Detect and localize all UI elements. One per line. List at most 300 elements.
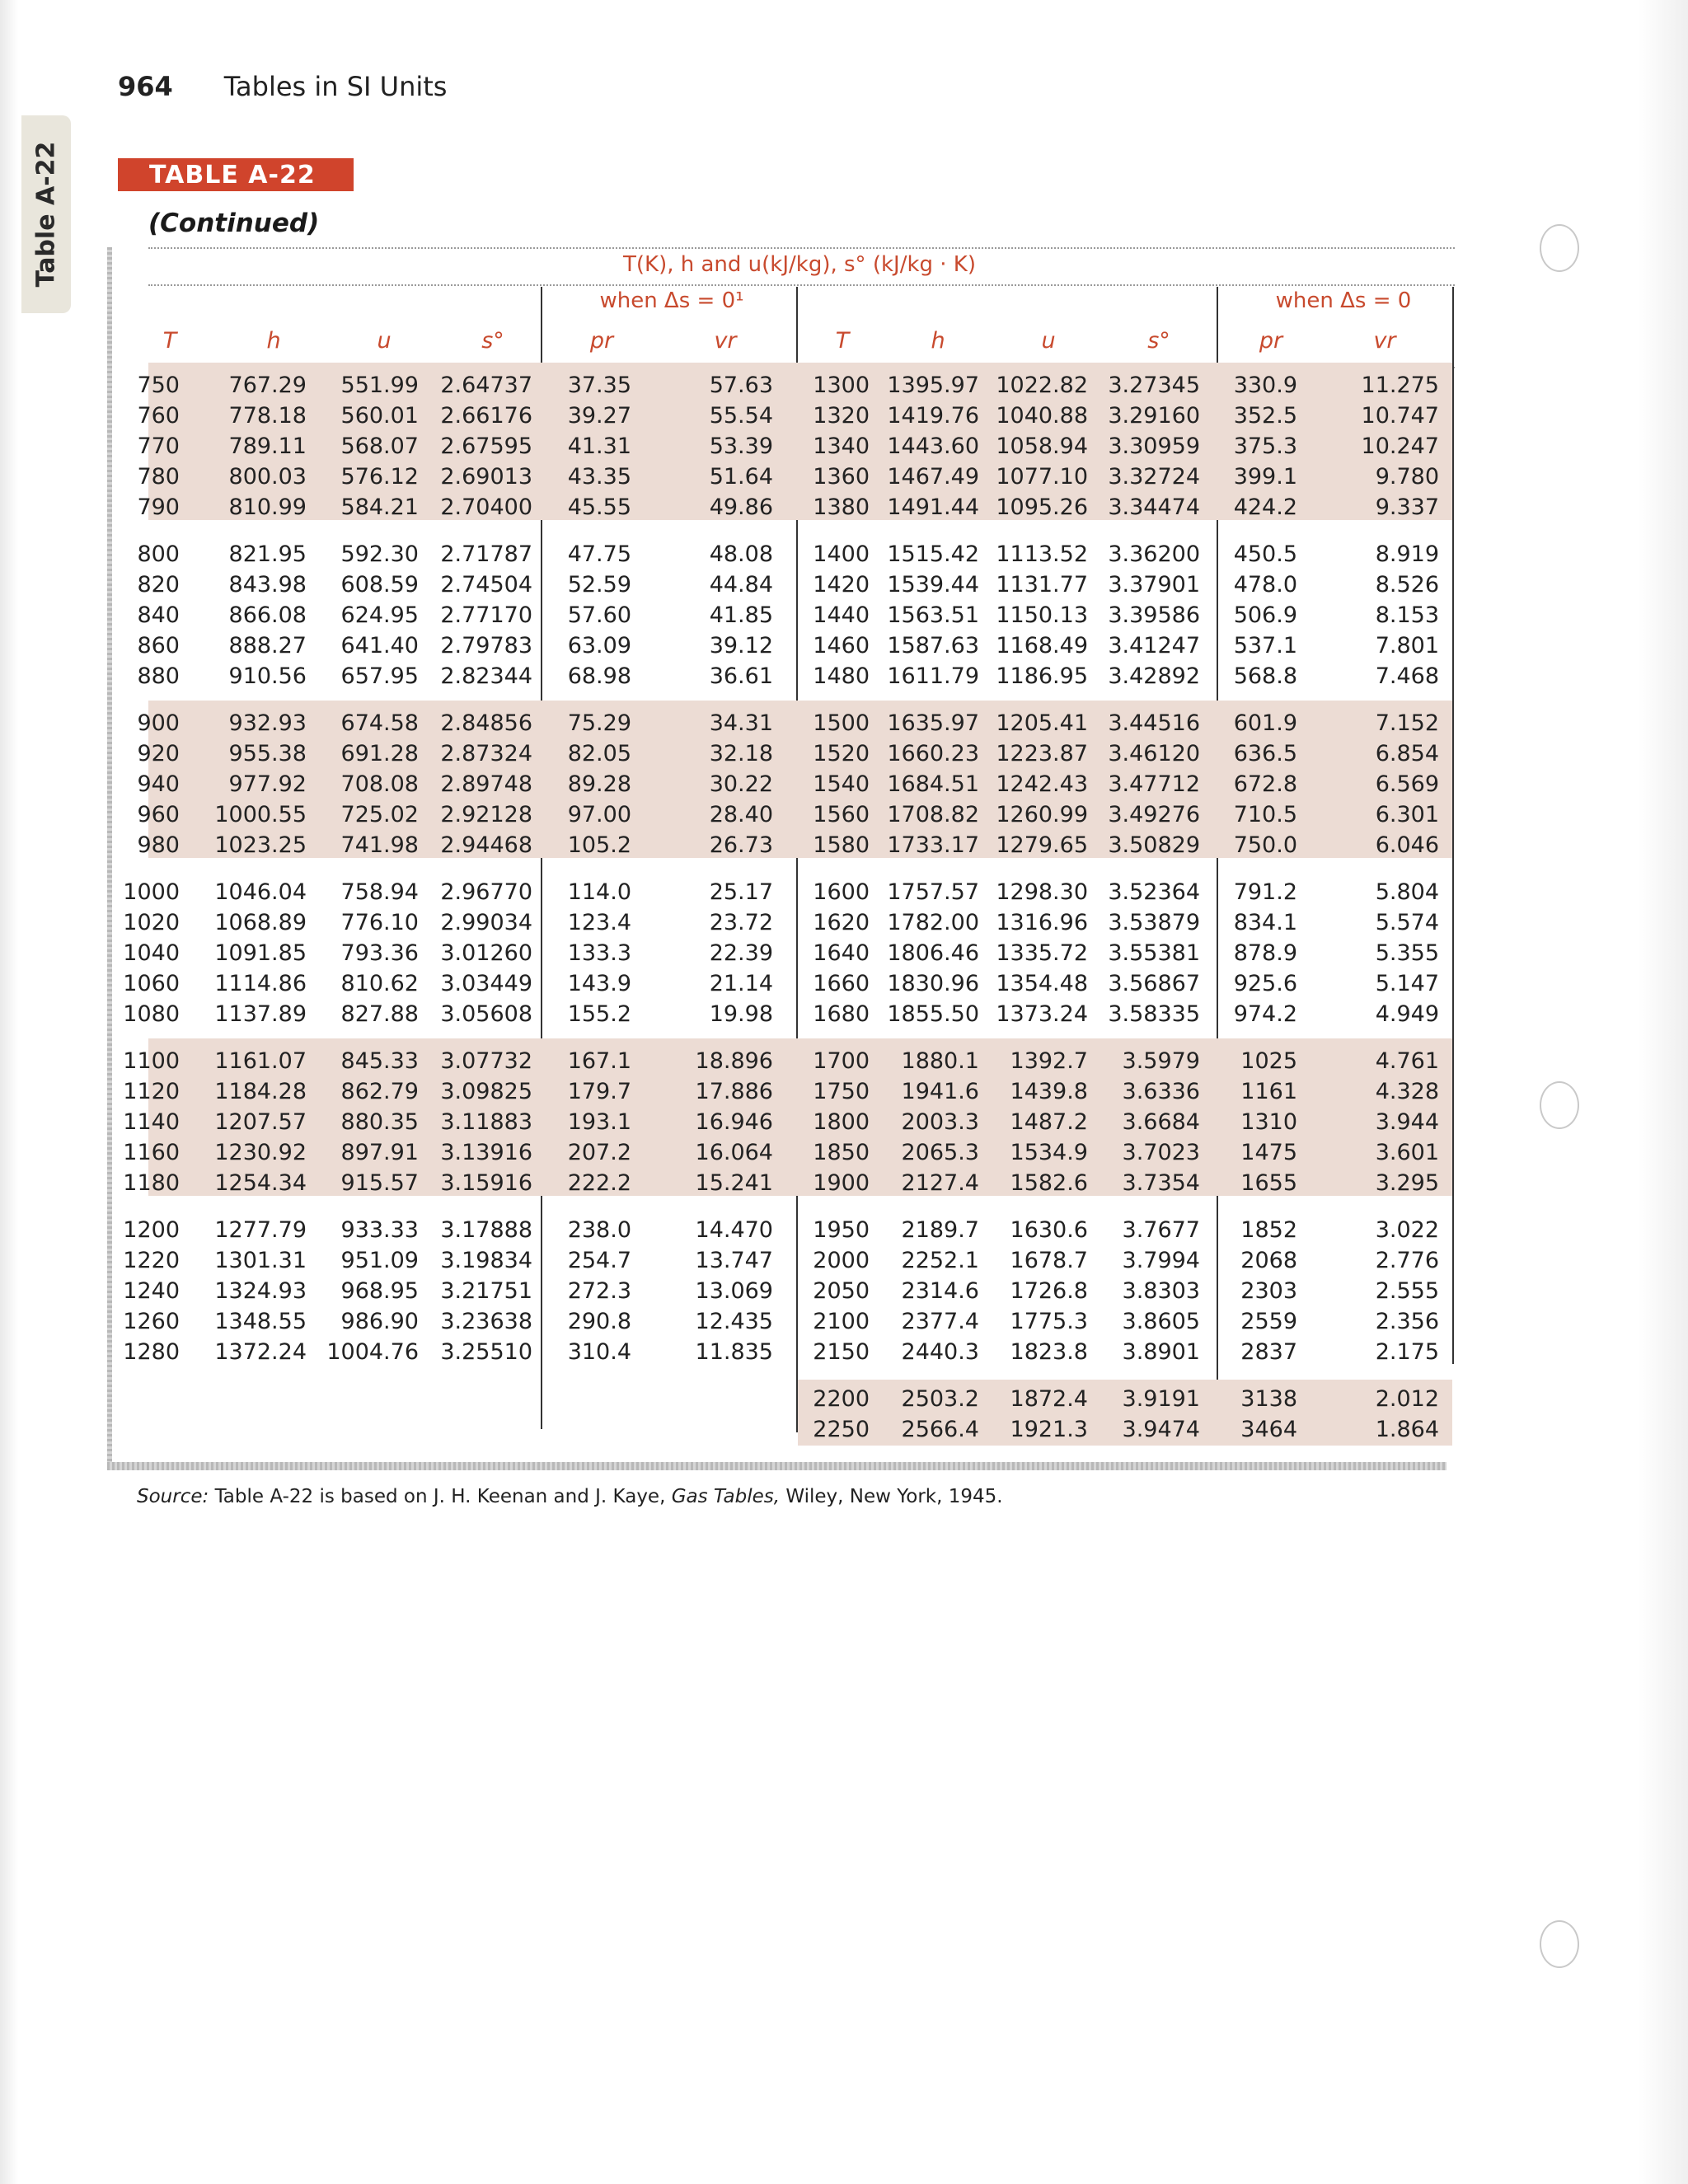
table-cell: 1240 — [123, 1278, 180, 1304]
table-cell: 1301.31 — [214, 1248, 307, 1273]
table-cell: 758.94 — [340, 879, 419, 905]
table-cell: 3.7677 — [1122, 1217, 1200, 1243]
table-cell: 23.72 — [709, 910, 773, 935]
table-cell: 3.6684 — [1122, 1109, 1200, 1135]
table-cell: 1655 — [1240, 1170, 1297, 1196]
table-cell: 399.1 — [1233, 464, 1297, 490]
table-cell: 3.9474 — [1122, 1417, 1200, 1442]
table-cell: 45.55 — [567, 494, 631, 520]
table-cell: 37.35 — [567, 373, 631, 398]
table-cell: 3.53879 — [1108, 910, 1200, 935]
table-cell: 3.01260 — [440, 940, 532, 966]
table-cell: 2.74504 — [440, 572, 532, 598]
table-cell: 1004.76 — [326, 1339, 419, 1365]
table-cell: 1680 — [813, 1001, 870, 1027]
table-cell: 568.07 — [340, 434, 419, 459]
rule-top — [148, 247, 1455, 249]
table-cell: 1630.6 — [1010, 1217, 1088, 1243]
table-cell: 2150 — [813, 1339, 870, 1365]
table-cell: 155.2 — [567, 1001, 631, 1027]
table-cell: 12.435 — [695, 1309, 773, 1334]
table-cell: 2.84856 — [440, 710, 532, 736]
col-header-right-5: vr — [1373, 328, 1396, 354]
table-cell: 1880.1 — [901, 1048, 979, 1074]
table-cell: 3.6336 — [1122, 1079, 1200, 1104]
table-cell: 951.09 — [340, 1248, 419, 1273]
table-cell: 52.59 — [567, 572, 631, 598]
col-header-left-1: h — [266, 328, 281, 354]
table-cell: 133.3 — [567, 940, 631, 966]
table-cell: 2.96770 — [440, 879, 532, 905]
table-cell: 2.356 — [1375, 1309, 1439, 1334]
table-cell: 1161 — [1240, 1079, 1297, 1104]
table-cell: 1373.24 — [996, 1001, 1088, 1027]
table-cell: 2.77170 — [440, 602, 532, 628]
table-cell: 1443.60 — [887, 434, 979, 459]
table-cell: 1600 — [813, 879, 870, 905]
table-cell: 9.337 — [1375, 494, 1439, 520]
table-cell: 2.99034 — [440, 910, 532, 935]
table-cell: 2000 — [813, 1248, 870, 1273]
table-cell: 3.13916 — [440, 1140, 532, 1165]
table-cell: 2.87324 — [440, 741, 532, 766]
table-cell: 450.5 — [1233, 541, 1297, 567]
table-cell: 36.61 — [709, 663, 773, 689]
table-cell: 2127.4 — [901, 1170, 979, 1196]
table-cell: 1563.51 — [887, 602, 979, 628]
table-cell: 8.526 — [1375, 572, 1439, 598]
table-cell: 2503.2 — [901, 1386, 979, 1412]
table-cell: 925.6 — [1233, 971, 1297, 996]
table-cell: 3.29160 — [1108, 403, 1200, 429]
table-cell: 880 — [137, 663, 180, 689]
table-cell: 2.70400 — [440, 494, 532, 520]
table-cell: 1230.92 — [214, 1140, 307, 1165]
table-cell: 16.946 — [695, 1109, 773, 1135]
table-cell: 960 — [137, 802, 180, 827]
table-cell: 1310 — [1240, 1109, 1297, 1135]
table-cell: 866.08 — [228, 602, 307, 628]
table-cell: 2.555 — [1375, 1278, 1439, 1304]
table-cell: 3.34474 — [1108, 494, 1200, 520]
table-cell: 3.05608 — [440, 1001, 532, 1027]
table-cell: 980 — [137, 832, 180, 858]
table-cell: 1279.65 — [996, 832, 1088, 858]
table-cell: 34.31 — [709, 710, 773, 736]
table-cell: 1950 — [813, 1217, 870, 1243]
table-cell: 2377.4 — [901, 1309, 979, 1334]
binder-hole-middle — [1540, 1081, 1579, 1129]
table-cell: 2.175 — [1375, 1339, 1439, 1365]
table-cell: 1205.41 — [996, 710, 1088, 736]
table-cell: 3.52364 — [1108, 879, 1200, 905]
table-cell: 1360 — [813, 464, 870, 490]
table-cell: 352.5 — [1233, 403, 1297, 429]
table-frame-bottom — [107, 1462, 1447, 1470]
table-cell: 2.82344 — [440, 663, 532, 689]
table-cell: 1420 — [813, 572, 870, 598]
col-header-right-0: T — [835, 328, 850, 354]
table-cell: 424.2 — [1233, 494, 1297, 520]
source-title: Gas Tables, — [671, 1486, 781, 1507]
table-cell: 3.36200 — [1108, 541, 1200, 567]
table-cell: 1380 — [813, 494, 870, 520]
table-cell: 1635.97 — [887, 710, 979, 736]
col-header-left-2: u — [377, 328, 392, 354]
table-cell: 1242.43 — [996, 771, 1088, 797]
table-cell: 8.919 — [1375, 541, 1439, 567]
table-cell: 708.08 — [340, 771, 419, 797]
table-cell: 3.19834 — [440, 1248, 532, 1273]
table-cell: 123.4 — [567, 910, 631, 935]
table-cell: 2559 — [1240, 1309, 1297, 1334]
table-cell: 1852 — [1240, 1217, 1297, 1243]
table-cell: 1168.49 — [996, 633, 1088, 658]
table-cell: 845.33 — [340, 1048, 419, 1074]
table-cell: 674.58 — [340, 710, 419, 736]
table-cell: 1000.55 — [214, 802, 307, 827]
table-cell: 1782.00 — [887, 910, 979, 935]
table-cell: 576.12 — [340, 464, 419, 490]
table-cell: 1207.57 — [214, 1109, 307, 1135]
table-cell: 1040 — [123, 940, 180, 966]
table-cell: 22.39 — [709, 940, 773, 966]
table-cell: 1260 — [123, 1309, 180, 1334]
table-cell: 13.747 — [695, 1248, 773, 1273]
table-cell: 6.301 — [1375, 802, 1439, 827]
table-cell: 827.88 — [340, 1001, 419, 1027]
table-cell: 11.275 — [1361, 373, 1439, 398]
table-cell: 862.79 — [340, 1079, 419, 1104]
table-cell: 3.8901 — [1122, 1339, 1200, 1365]
table-cell: 1460 — [813, 633, 870, 658]
table-cell: 657.95 — [340, 663, 419, 689]
units-header: T(K), h and u(kJ/kg), s° (kJ/kg · K) — [623, 252, 976, 277]
table-cell: 2.012 — [1375, 1386, 1439, 1412]
table-cell: 1080 — [123, 1001, 180, 1027]
table-cell: 3.44516 — [1108, 710, 1200, 736]
table-cell: 1757.57 — [887, 879, 979, 905]
table-cell: 3.022 — [1375, 1217, 1439, 1243]
table-cell: 3.9191 — [1122, 1386, 1200, 1412]
table-cell: 878.9 — [1233, 940, 1297, 966]
table-cell: 760 — [137, 403, 180, 429]
table-cell: 3.601 — [1375, 1140, 1439, 1165]
table-cell: 1419.76 — [887, 403, 979, 429]
col-header-right-3: s° — [1147, 328, 1170, 354]
table-cell: 3464 — [1240, 1417, 1297, 1442]
table-cell: 2.71787 — [440, 541, 532, 567]
table-cell: 1491.44 — [887, 494, 979, 520]
table-cell: 18.896 — [695, 1048, 773, 1074]
table-cell: 41.85 — [709, 602, 773, 628]
table-cell: 1300 — [813, 373, 870, 398]
table-frame-left — [107, 247, 112, 1469]
table-cell: 16.064 — [695, 1140, 773, 1165]
table-cell: 3.32724 — [1108, 464, 1200, 490]
table-cell: 968.95 — [340, 1278, 419, 1304]
table-cell: 2100 — [813, 1309, 870, 1334]
table-cell: 13.069 — [695, 1278, 773, 1304]
table-cell: 897.91 — [340, 1140, 419, 1165]
table-cell: 15.241 — [695, 1170, 773, 1196]
table-cell: 1660 — [813, 971, 870, 996]
table-cell: 3.46120 — [1108, 741, 1200, 766]
table-cell: 1068.89 — [214, 910, 307, 935]
table-cell: 568.8 — [1233, 663, 1297, 689]
table-cell: 1000 — [123, 879, 180, 905]
table-cell: 790 — [137, 494, 180, 520]
table-cell: 1354.48 — [996, 971, 1088, 996]
table-cell: 2.67595 — [440, 434, 532, 459]
table-cell: 834.1 — [1233, 910, 1297, 935]
table-cell: 776.10 — [340, 910, 419, 935]
col-header-right-4: pr — [1259, 328, 1283, 354]
table-cell: 1439.8 — [1010, 1079, 1088, 1104]
table-cell: 4.949 — [1375, 1001, 1439, 1027]
table-cell: 1114.86 — [214, 971, 307, 996]
table-cell: 179.7 — [567, 1079, 631, 1104]
table-cell: 920 — [137, 741, 180, 766]
table-cell: 3.21751 — [440, 1278, 532, 1304]
table-cell: 7.801 — [1375, 633, 1439, 658]
table-cell: 1708.82 — [887, 802, 979, 827]
table-cell: 641.40 — [340, 633, 419, 658]
table-cell: 21.14 — [709, 971, 773, 996]
table-cell: 3.7023 — [1122, 1140, 1200, 1165]
table-cell: 4.761 — [1375, 1048, 1439, 1074]
table-cell: 691.28 — [340, 741, 419, 766]
table-cell: 3.39586 — [1108, 602, 1200, 628]
table-cell: 1941.6 — [901, 1079, 979, 1104]
table-cell: 843.98 — [228, 572, 307, 598]
table-cell: 900 — [137, 710, 180, 736]
table-cell: 1850 — [813, 1140, 870, 1165]
table-cell: 1750 — [813, 1079, 870, 1104]
table-cell: 114.0 — [567, 879, 631, 905]
table-cell: 82.05 — [567, 741, 631, 766]
table-cell: 26.73 — [709, 832, 773, 858]
table-cell: 624.95 — [340, 602, 419, 628]
table-cell: 1726.8 — [1010, 1278, 1088, 1304]
table-cell: 3.41247 — [1108, 633, 1200, 658]
table-cell: 3.8605 — [1122, 1309, 1200, 1334]
table-cell: 57.60 — [567, 602, 631, 628]
table-cell: 3.7994 — [1122, 1248, 1200, 1273]
table-cell: 1335.72 — [996, 940, 1088, 966]
table-cell: 767.29 — [228, 373, 307, 398]
table-cell: 2.69013 — [440, 464, 532, 490]
table-cell: 1316.96 — [996, 910, 1088, 935]
table-cell: 7.152 — [1375, 710, 1439, 736]
table-cell: 1046.04 — [214, 879, 307, 905]
col-header-right-2: u — [1041, 328, 1056, 354]
table-cell: 1180 — [123, 1170, 180, 1196]
col-header-left-5: vr — [714, 328, 737, 354]
table-cell: 2.79783 — [440, 633, 532, 658]
table-cell: 1900 — [813, 1170, 870, 1196]
table-cell: 810.62 — [340, 971, 419, 996]
table-cell: 601.9 — [1233, 710, 1297, 736]
table-cell: 43.35 — [567, 464, 631, 490]
table-cell: 3.37901 — [1108, 572, 1200, 598]
table-label: TABLE A-22 — [149, 160, 316, 190]
table-cell: 49.86 — [709, 494, 773, 520]
table-cell: 955.38 — [228, 741, 307, 766]
table-cell: 3.56867 — [1108, 971, 1200, 996]
table-cell: 1324.93 — [214, 1278, 307, 1304]
table-cell: 3.17888 — [440, 1217, 532, 1243]
table-cell: 820 — [137, 572, 180, 598]
source-pre: Table A-22 is based on J. H. Keenan and J. Kaye, — [214, 1486, 666, 1507]
table-cell: 672.8 — [1233, 771, 1297, 797]
source-label: Source: — [137, 1486, 209, 1507]
table-cell: 3138 — [1240, 1386, 1297, 1412]
table-cell: 2003.3 — [901, 1109, 979, 1135]
table-cell: 1277.79 — [214, 1217, 307, 1243]
table-cell: 932.93 — [228, 710, 307, 736]
source-post: Wiley, New York, 1945. — [785, 1486, 1003, 1507]
table-cell: 1392.7 — [1010, 1048, 1088, 1074]
table-cell: 1137.89 — [214, 1001, 307, 1027]
table-cell: 1298.30 — [996, 879, 1088, 905]
table-cell: 19.98 — [709, 1001, 773, 1027]
table-cell: 1467.49 — [887, 464, 979, 490]
table-cell: 750 — [137, 373, 180, 398]
table-cell: 1611.79 — [887, 663, 979, 689]
table-cell: 17.886 — [695, 1079, 773, 1104]
table-cell: 1684.51 — [887, 771, 979, 797]
table-cell: 770 — [137, 434, 180, 459]
scan-edge-right — [1639, 0, 1688, 2184]
table-cell: 1020 — [123, 910, 180, 935]
table-cell: 1161.07 — [214, 1048, 307, 1074]
table-cell: 6.569 — [1375, 771, 1439, 797]
table-cell: 30.22 — [709, 771, 773, 797]
table-cell: 860 — [137, 633, 180, 658]
table-cell: 1131.77 — [996, 572, 1088, 598]
side-tab — [21, 115, 71, 313]
table-cell: 11.835 — [695, 1339, 773, 1365]
running-head — [118, 71, 447, 102]
table-cell: 2.89748 — [440, 771, 532, 797]
table-cell: 977.92 — [228, 771, 307, 797]
table-cell: 2837 — [1240, 1339, 1297, 1365]
table-cell: 3.944 — [1375, 1109, 1439, 1135]
running-title: Tables in SI Units — [223, 71, 448, 102]
table-cell: 3.11883 — [440, 1109, 532, 1135]
table-cell: 1395.97 — [887, 373, 979, 398]
table-cell: 375.3 — [1233, 434, 1297, 459]
table-cell: 2250 — [813, 1417, 870, 1442]
table-cell: 238.0 — [567, 1217, 631, 1243]
table-cell: 1372.24 — [214, 1339, 307, 1365]
table-cell: 1023.25 — [214, 832, 307, 858]
source-note — [137, 1486, 1003, 1507]
table-cell: 1500 — [813, 710, 870, 736]
table-cell: 608.59 — [340, 572, 419, 598]
table-cell: 3.7354 — [1122, 1170, 1200, 1196]
table-subtitle: (Continued) — [148, 209, 320, 238]
table-cell: 1200 — [123, 1217, 180, 1243]
table-cell: 506.9 — [1233, 602, 1297, 628]
table-cell: 910.56 — [228, 663, 307, 689]
table-cell: 793.36 — [340, 940, 419, 966]
table-cell: 1475 — [1240, 1140, 1297, 1165]
table-cell: 89.28 — [567, 771, 631, 797]
table-cell: 1040.88 — [996, 403, 1088, 429]
table-cell: 6.854 — [1375, 741, 1439, 766]
table-cell: 791.2 — [1233, 879, 1297, 905]
table-cell: 48.08 — [709, 541, 773, 567]
table-cell: 1160 — [123, 1140, 180, 1165]
table-cell: 3.49276 — [1108, 802, 1200, 827]
table-cell: 10.247 — [1361, 434, 1439, 459]
table-cell: 1091.85 — [214, 940, 307, 966]
table-cell: 3.8303 — [1122, 1278, 1200, 1304]
table-cell: 1921.3 — [1010, 1417, 1088, 1442]
table-cell: 3.23638 — [440, 1309, 532, 1334]
table-cell: 272.3 — [567, 1278, 631, 1304]
col-header-left-3: s° — [481, 328, 504, 354]
table-cell: 800 — [137, 541, 180, 567]
table-cell: 167.1 — [567, 1048, 631, 1074]
table-cell: 915.57 — [340, 1170, 419, 1196]
table-cell: 1113.52 — [996, 541, 1088, 567]
side-tab-label: Table A-22 — [31, 141, 61, 288]
table-cell: 725.02 — [340, 802, 419, 827]
table-cell: 1520 — [813, 741, 870, 766]
table-cell: 986.90 — [340, 1309, 419, 1334]
table-cell: 2.64737 — [440, 373, 532, 398]
table-cell: 1733.17 — [887, 832, 979, 858]
table-cell: 800.03 — [228, 464, 307, 490]
table-cell: 193.1 — [567, 1109, 631, 1135]
table-cell: 821.95 — [228, 541, 307, 567]
table-cell: 1025 — [1240, 1048, 1297, 1074]
table-cell: 1220 — [123, 1248, 180, 1273]
table-cell: 2065.3 — [901, 1140, 979, 1165]
table-cell: 1150.13 — [996, 602, 1088, 628]
table-cell: 710.5 — [1233, 802, 1297, 827]
table-cell: 3.03449 — [440, 971, 532, 996]
table-cell: 974.2 — [1233, 1001, 1297, 1027]
table-cell: 537.1 — [1233, 633, 1297, 658]
table-cell: 3.47712 — [1108, 771, 1200, 797]
table-cell: 1775.3 — [1010, 1309, 1088, 1334]
table-cell: 3.55381 — [1108, 940, 1200, 966]
table-cell: 3.58335 — [1108, 1001, 1200, 1027]
table-cell: 3.27345 — [1108, 373, 1200, 398]
table-cell: 2252.1 — [901, 1248, 979, 1273]
table-cell: 1515.42 — [887, 541, 979, 567]
table-cell: 47.75 — [567, 541, 631, 567]
table-cell: 1.864 — [1375, 1417, 1439, 1442]
table-cell: 14.470 — [695, 1217, 773, 1243]
table-cell: 25.17 — [709, 879, 773, 905]
table-cell: 5.355 — [1375, 940, 1439, 966]
table-cell: 3.30959 — [1108, 434, 1200, 459]
table-cell: 53.39 — [709, 434, 773, 459]
table-cell: 254.7 — [567, 1248, 631, 1273]
table-cell: 97.00 — [567, 802, 631, 827]
table-cell: 2.776 — [1375, 1248, 1439, 1273]
table-cell: 143.9 — [567, 971, 631, 996]
table-cell: 1400 — [813, 541, 870, 567]
table-cell: 1340 — [813, 434, 870, 459]
table-cell: 778.18 — [228, 403, 307, 429]
table-cell: 933.33 — [340, 1217, 419, 1243]
